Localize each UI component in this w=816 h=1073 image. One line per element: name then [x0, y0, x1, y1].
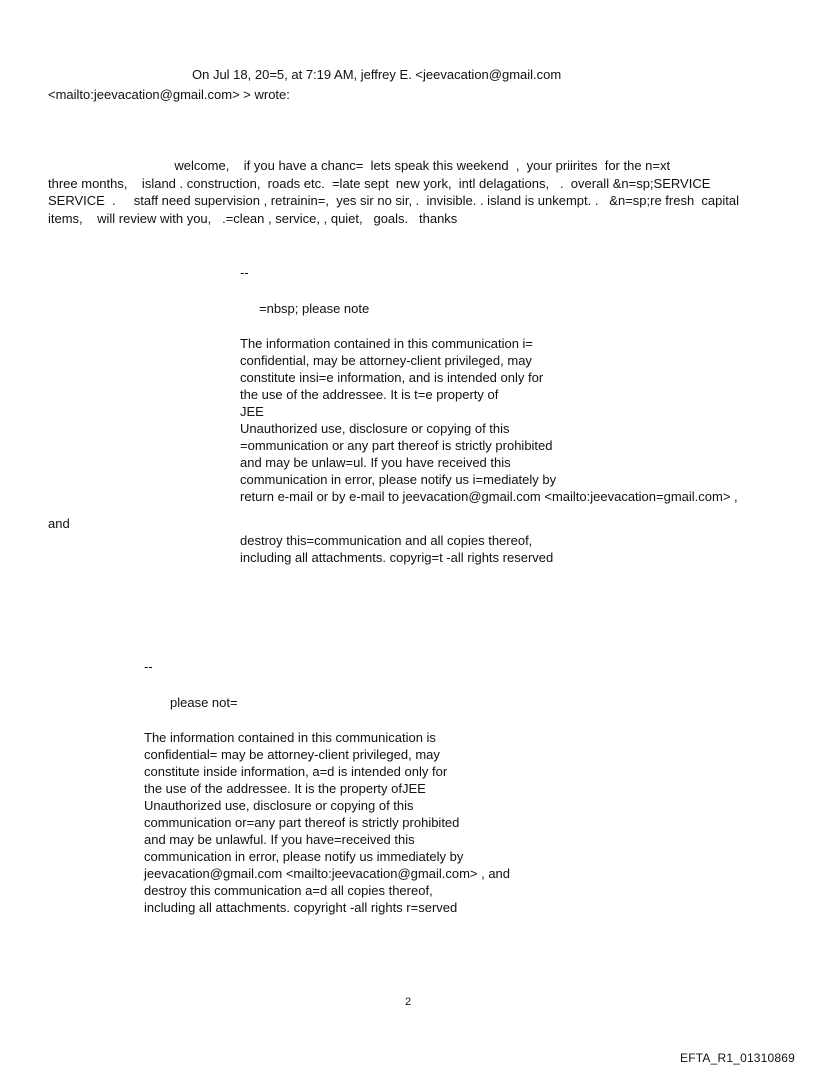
notice-wrap-word: and — [48, 516, 70, 531]
confidentiality-notice — [240, 335, 738, 505]
page-number: 2 — [404, 996, 412, 1008]
notice-line: Unauthorized use, disclosure or copying of this — [240, 421, 510, 436]
confidentiality-notice-end — [240, 532, 553, 566]
message-line: items, will review with you, .=clean , service, , quiet, goals. thanks — [48, 210, 458, 226]
notice-line: and may be unlaw=ul. If you have received this — [240, 455, 511, 470]
notice-line: jeevacation@gmail.com <mailto:jeevacation@gmail.com> , and — [144, 866, 511, 881]
notice-line: communication in error, please notify us immediately by — [144, 849, 464, 864]
notice-line: The information contained in this communication i= — [240, 336, 534, 351]
message-line: welcome, if you have a chanc= lets speak this weekend , your priirites for the n=xt — [48, 158, 671, 173]
notice-line: communication in error, please notify us i=mediately by — [240, 472, 557, 487]
signature-separator: -- — [144, 659, 153, 674]
notice-line: The information contained in this communication is — [144, 730, 436, 745]
signature-separator: -- — [240, 265, 249, 280]
notice-line: destroy this communication a=d all copies thereof, — [144, 883, 433, 898]
notice-line: the use of the addressee. It is t=e property of — [240, 387, 499, 402]
notice-line: including all attachments. copyrig=t -all rights reserved — [240, 550, 554, 565]
confidentiality-notice — [144, 729, 510, 916]
notice-line: including all attachments. copyright -all rights r=served — [144, 900, 458, 915]
message-line: SERVICE . staff need supervision , retrainin=, yes sir no sir, . invisible. . island is unkempt. . &n=sp;re fresh capital — [48, 193, 739, 208]
notice-line: the use of the addressee. It is the property ofJEE — [144, 781, 426, 796]
email-header-line-1: On Jul 18, 20=5, at 7:19 AM, jeffrey E. <jeevacation@gmail.com — [192, 67, 562, 82]
signature-note: =nbsp; please note — [259, 301, 370, 316]
notice-line: return e-mail or by e-mail to jeevacation@gmail.com <mailto:jeevacation=gmail.com> , — [240, 489, 738, 504]
signature-note: please not= — [170, 695, 238, 710]
notice-line: confidential= may be attorney-client privileged, may — [144, 747, 440, 762]
message-line: three months, island . construction, roads etc. =late sept new york, intl delagations, . overall &n=sp;SERVICE — [48, 175, 711, 191]
message-body — [48, 157, 768, 227]
notice-line: =ommunication or any part thereof is strictly prohibited — [240, 438, 553, 453]
notice-line: constitute inside information, a=d is intended only for — [144, 764, 448, 779]
notice-line: JEE — [240, 404, 264, 419]
notice-line: destroy this=communication and all copies thereof, — [240, 533, 533, 548]
notice-line: constitute insi=e information, and is intended only for — [240, 370, 544, 385]
notice-line: communication or=any part thereof is strictly prohibited — [144, 815, 460, 830]
email-header-line-2: <mailto:jeevacation@gmail.com> > wrote: — [48, 87, 290, 102]
notice-line: and may be unlawful. If you have=received this — [144, 832, 415, 847]
notice-line: Unauthorized use, disclosure or copying of this — [144, 798, 414, 813]
bates-number: EFTA_R1_01310869 — [680, 1051, 796, 1065]
notice-line: confidential, may be attorney-client privileged, may — [240, 353, 532, 368]
